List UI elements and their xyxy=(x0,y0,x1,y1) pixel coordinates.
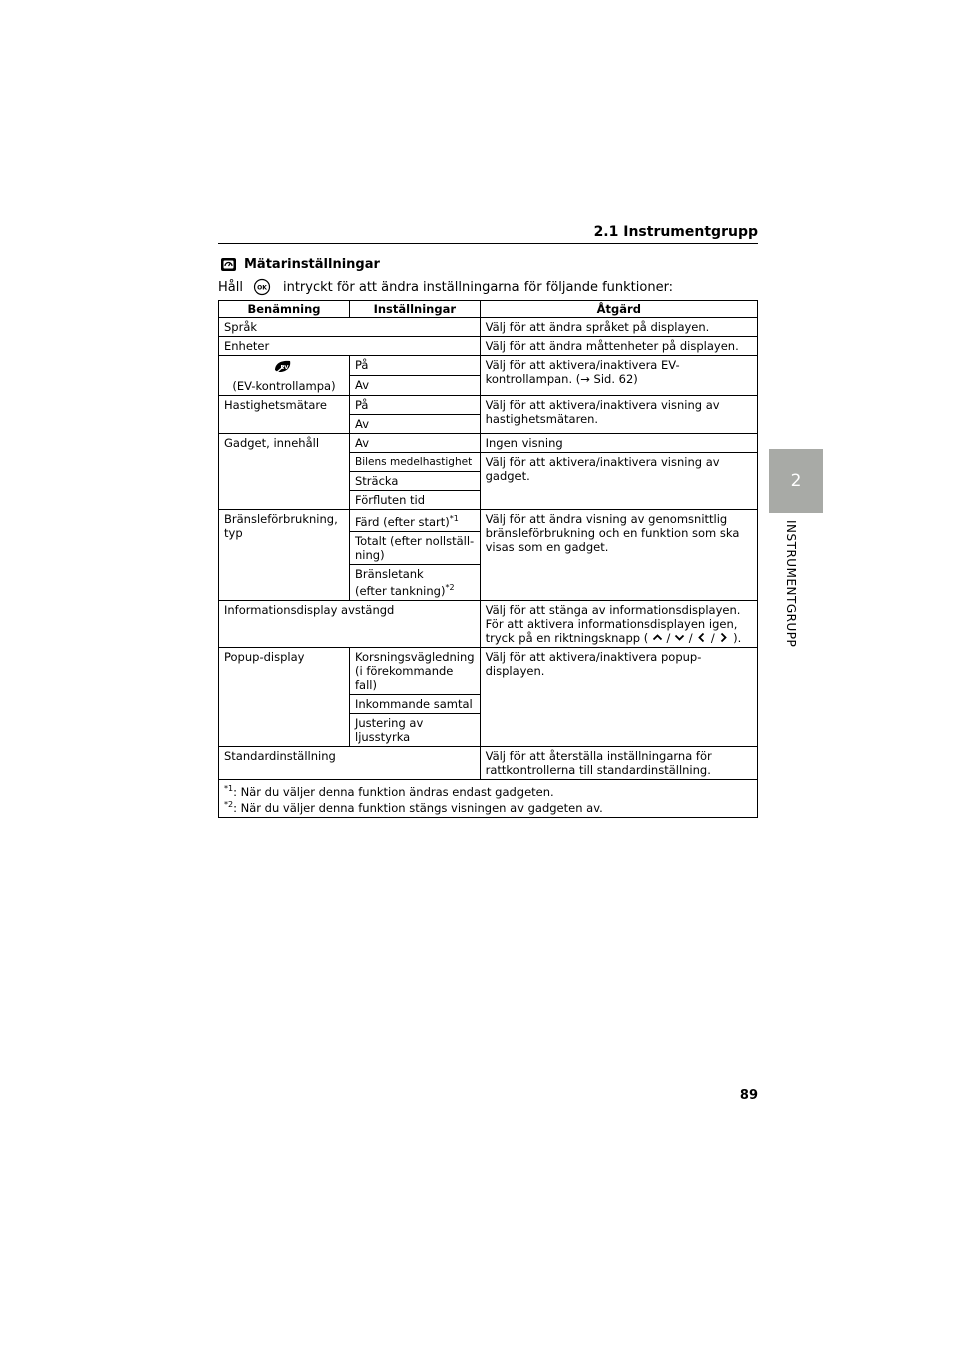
table-row xyxy=(219,647,758,694)
table-row xyxy=(219,396,758,415)
header-setting: Inställningar xyxy=(350,301,481,318)
row-action-popup: Välj för att aktivera/inaktivera popup-displayen. xyxy=(480,647,757,746)
section-title: Mätarinställningar xyxy=(244,257,380,272)
row-action-sprak: Välj för att ändra språket på displayen. xyxy=(480,318,757,337)
table-row xyxy=(219,510,758,532)
table-row xyxy=(219,434,758,453)
row-name-standard: Standardinställning xyxy=(219,746,481,779)
footnote-mark-1: *1 xyxy=(449,514,459,523)
row-action-standard: Välj för att återställa inställningarna för rattkontrollerna till standardinställning. xyxy=(480,746,757,779)
table-row xyxy=(219,600,758,647)
row-name-sprak: Språk xyxy=(219,318,481,337)
intro-after: intryckt för att ändra inställningarna för följande funktioner: xyxy=(282,279,674,295)
row-name-bransle: Bränsleförbrukning, typ xyxy=(219,510,350,601)
setting-popup-light: Justering av ljusstyrka xyxy=(350,713,481,746)
row-name-ev: EV (EV-kontrollampa) xyxy=(219,356,350,396)
row-name-enheter: Enheter xyxy=(219,337,481,356)
row-action-gadget: Välj för att aktivera/inaktivera visning av gadget. xyxy=(480,453,757,510)
page-number: 89 xyxy=(739,1088,758,1103)
intro-before: Håll xyxy=(218,279,243,295)
table-row xyxy=(219,356,758,376)
footnotes-row xyxy=(219,779,758,818)
chapter-label: INSTRUMENTGRUPP xyxy=(784,520,798,648)
table-row xyxy=(219,337,758,356)
setting-ev-off: Av xyxy=(350,376,481,396)
setting-bransle-trip: Färd (efter start)$^{*1}$ xyxy=(350,510,481,532)
setting-ev-on: På xyxy=(350,356,481,376)
arrow-down-icon xyxy=(674,632,685,643)
settings-table xyxy=(218,300,758,818)
setting-bransle-tank: Bränsletank (efter tankning)$^{*2}$ xyxy=(350,564,481,600)
header-action: Åtgärd xyxy=(480,301,757,318)
chapter-tab: 2 xyxy=(769,449,823,513)
svg-text:OK: OK xyxy=(257,284,267,292)
intro-text xyxy=(218,278,673,296)
table-row xyxy=(219,318,758,337)
setting-popup-incoming: Inkommande samtal xyxy=(350,694,481,713)
arrow-right-icon xyxy=(718,632,729,643)
row-name-gadget: Gadget, innehåll xyxy=(219,434,350,510)
footnote-2: : När du väljer denna funktion stängs visningen av gadgeten av. xyxy=(233,801,603,816)
setting-popup-crossing: Korsningsvägledning (i förekommande fall) xyxy=(350,647,481,694)
row-action-hastighet: Välj för att aktivera/inaktivera visning av hastighetsmätaren. xyxy=(480,396,757,434)
row-action-gadget-off: Ingen visning xyxy=(480,434,757,453)
running-header: 2.1 Instrumentgrupp xyxy=(593,224,758,240)
ok-button-icon xyxy=(253,278,271,296)
row-name-hastighet: Hastighetsmätare xyxy=(219,396,350,434)
setting-gadget-off: Av xyxy=(350,434,481,453)
row-action-ev: Välj för att aktivera/inaktivera EV-kontrollampan. (→ Sid. 62) xyxy=(480,356,757,396)
gauge-settings-icon xyxy=(220,256,237,273)
row-action-info: Välj för att stänga av informationsdisplayen. För att aktivera informationsdisplayen igen, tryck på en riktningsknapp ( / / / ). xyxy=(480,600,757,647)
setting-hastighet-off: Av xyxy=(350,415,481,434)
svg-text:EV: EV xyxy=(280,365,289,371)
setting-gadget-elapsed: Förfluten tid xyxy=(350,491,481,510)
row-name-popup: Popup-display xyxy=(219,647,350,746)
setting-hastighet-on: På xyxy=(350,396,481,415)
setting-gadget-speed: Bilens medelhastighet xyxy=(350,453,481,472)
footnotes: $^{*1}$: När du väljer denna funktion ändras endast gadgeten. $^{*2}$: När du väljer denna funktion stängs visningen av gadgeten av. xyxy=(219,779,758,818)
section-heading xyxy=(220,256,380,273)
setting-gadget-distance: Sträcka xyxy=(350,472,481,491)
ev-indicator-icon xyxy=(273,359,295,375)
footnote-mark-2: *2 xyxy=(445,582,455,592)
row-name-info: Informationsdisplay avstängd xyxy=(219,600,481,647)
row-action-enheter: Välj för att ändra måttenheter på displayen. xyxy=(480,337,757,356)
setting-bransle-total: Totalt (efter nollställ-ning) xyxy=(350,531,481,564)
table-row xyxy=(219,746,758,779)
arrow-up-icon xyxy=(652,632,663,643)
footnote-1: : När du väljer denna funktion ändras endast gadgeten. xyxy=(233,784,554,799)
table-header-row xyxy=(219,301,758,318)
header-rule xyxy=(218,243,758,244)
row-action-bransle: Välj för att ändra visning av genomsnittlig bränsleförbrukning och en funktion som ska visas som en gadget. xyxy=(480,510,757,601)
arrow-left-icon xyxy=(696,632,707,643)
header-name: Benämning xyxy=(219,301,350,318)
